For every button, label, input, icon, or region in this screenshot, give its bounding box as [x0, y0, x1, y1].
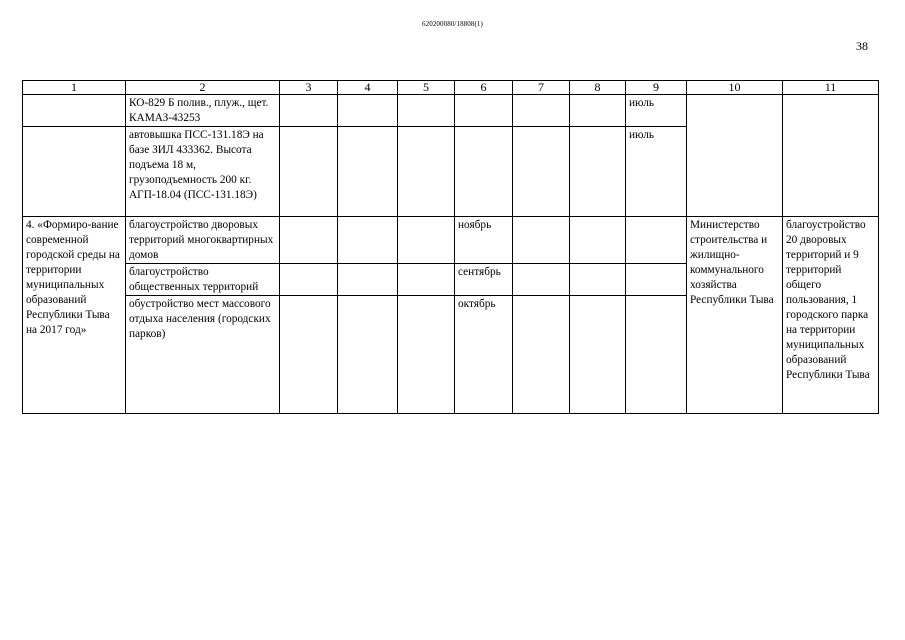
table-cell — [338, 95, 398, 127]
column-number: 5 — [398, 81, 455, 95]
table-cell — [570, 296, 626, 414]
table-cell — [513, 264, 570, 296]
result-cell: благоустройство 20 дворовых территорий и 9 территорий общего пользования, 1 городского парка на территории муниципальных образований Республики Тыва — [783, 217, 879, 414]
column-number: 2 — [126, 81, 280, 95]
page-number: 38 — [856, 39, 868, 53]
table-cell — [513, 95, 570, 127]
document-code: 620200080/18808(1) — [422, 20, 483, 28]
table-row — [23, 95, 879, 127]
table-cell — [455, 127, 513, 217]
table-cell — [280, 264, 338, 296]
table-cell — [783, 95, 879, 217]
column-number: 4 — [338, 81, 398, 95]
table-cell — [570, 127, 626, 217]
month-cell: июль — [626, 95, 687, 127]
column-number: 10 — [687, 81, 783, 95]
table-cell — [280, 296, 338, 414]
table-cell — [626, 296, 687, 414]
column-number: 6 — [455, 81, 513, 95]
month-cell: сентябрь — [455, 264, 513, 296]
table-cell — [626, 264, 687, 296]
table-cell — [398, 95, 455, 127]
table-cell — [23, 127, 126, 217]
table-cell — [338, 264, 398, 296]
column-number-row — [23, 81, 879, 95]
month-cell: ноябрь — [455, 217, 513, 264]
column-number: 7 — [513, 81, 570, 95]
table-cell — [398, 127, 455, 217]
month-cell: июль — [626, 127, 687, 217]
activity-cell: благоустройство дворовых территорий многоквартирных домов — [126, 217, 280, 264]
table-cell — [280, 95, 338, 127]
table-cell — [23, 95, 126, 127]
table-cell — [570, 95, 626, 127]
equipment-cell: КО-829 Б полив., плуж., щет. КАМАЗ-43253 — [126, 95, 280, 127]
responsible-cell: Министерство строительства и жилищно-коммунального хозяйства Республики Тыва — [687, 217, 783, 414]
table-cell — [455, 95, 513, 127]
table-cell — [398, 264, 455, 296]
table-cell — [280, 127, 338, 217]
equipment-cell: автовышка ПСС-131.18Э на базе ЗИЛ 433362. Высота подъема 18 м, грузоподъемность 200 кг. АГП-18.04 (ПСС-131.18Э) — [126, 127, 280, 217]
event-name-cell: 4. «Формиро-вание современной городской среды на территории муниципальных образований Республики Тыва на 2017 год» — [23, 217, 126, 414]
table-cell — [280, 217, 338, 264]
column-number: 1 — [23, 81, 126, 95]
column-number: 8 — [570, 81, 626, 95]
table-cell — [338, 217, 398, 264]
table-cell — [570, 264, 626, 296]
table-cell — [338, 127, 398, 217]
table-cell — [398, 217, 455, 264]
table-cell — [570, 217, 626, 264]
column-number: 3 — [280, 81, 338, 95]
table-cell — [338, 296, 398, 414]
table-cell — [513, 127, 570, 217]
column-number: 11 — [783, 81, 879, 95]
activity-cell: обустройство мест массового отдыха населения (городских парков) — [126, 296, 280, 414]
table-row — [23, 217, 879, 264]
table-cell — [626, 217, 687, 264]
table-cell — [513, 296, 570, 414]
schedule-table — [22, 80, 879, 414]
table-cell — [513, 217, 570, 264]
table-cell — [687, 95, 783, 217]
table-cell — [398, 296, 455, 414]
activity-cell: благоустройство общественных территорий — [126, 264, 280, 296]
column-number: 9 — [626, 81, 687, 95]
month-cell: октябрь — [455, 296, 513, 414]
